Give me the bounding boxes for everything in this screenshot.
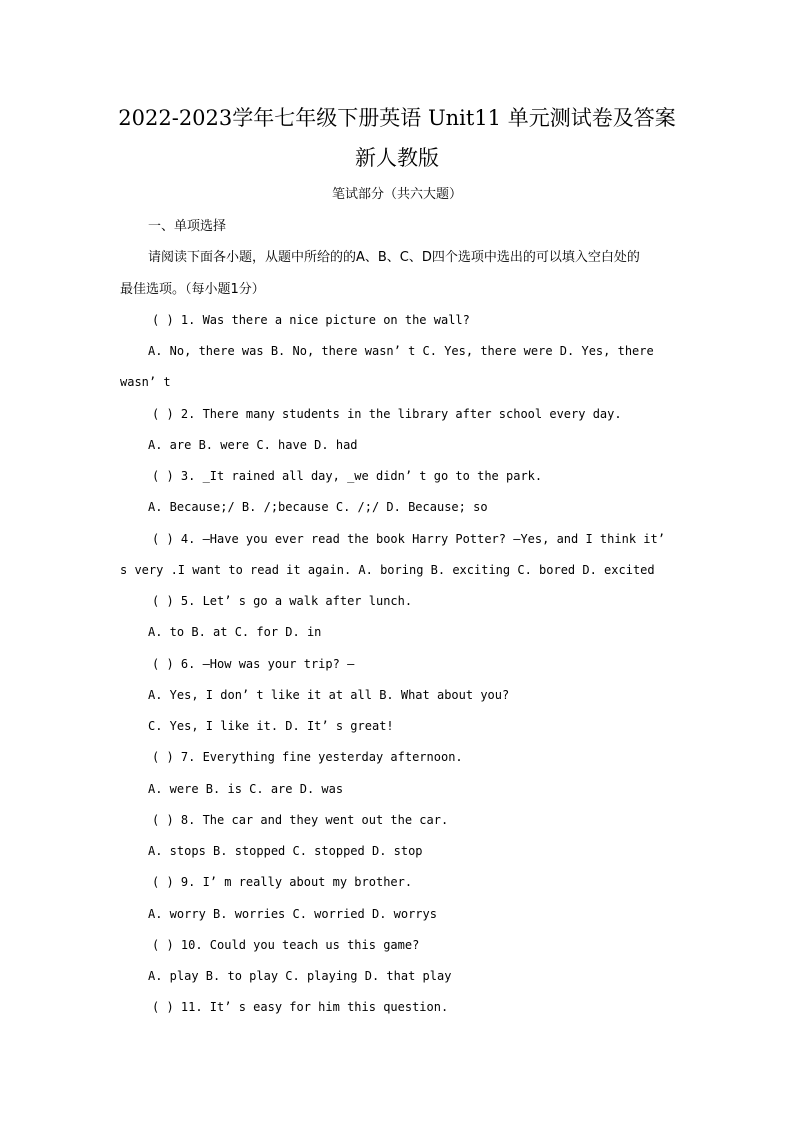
question: ( ) 10. Could you teach us this game? xyxy=(152,937,420,952)
options: A. stops B. stopped C. stopped D. stop xyxy=(148,844,423,858)
question-continued: s very .I want to read it again. A. boring B. exciting C. bored D. excited xyxy=(120,562,655,577)
options: A. to B. at C. for D. in xyxy=(148,625,322,640)
options: C. Yes, I like it. D. It’ s great! xyxy=(148,719,394,733)
question: ( ) 11. It’ s easy for him this question. xyxy=(152,1000,449,1015)
instructions-line: 最佳选项。（每小题1分） xyxy=(120,281,265,297)
document-body xyxy=(120,211,680,1024)
question: ( ) 4. —Have you ever read the book Harry Potter? —Yes, and I think it’ xyxy=(152,531,665,546)
options: A. Yes, I don’ t like it at all B. What about you? xyxy=(148,687,510,702)
options: A. are B. were C. have D. had xyxy=(148,437,358,452)
question: ( ) 5. Let’ s go a walk after lunch. xyxy=(152,594,413,608)
options-continued: wasn’ t xyxy=(120,375,171,390)
question: ( ) 8. The car and they went out the car. xyxy=(152,812,449,827)
options: A. No, there was B. No, there wasn’ t C. Yes, there were D. Yes, there xyxy=(148,344,654,358)
question: ( ) 6. —How was your trip? — xyxy=(152,656,355,671)
options: A. Because;/ B. /;because C. /;/ D. Because; so xyxy=(148,500,488,515)
options: A. play B. to play C. playing D. that play xyxy=(148,969,452,983)
options: A. worry B. worries C. worried D. worrys xyxy=(148,906,437,921)
question: ( ) 9. I’ m really about my brother. xyxy=(152,875,413,890)
section-header: 笔试部分（共六大题） xyxy=(331,187,462,202)
document-title: 2022-2023学年七年级下册英语 Unit11 单元测试卷及答案 xyxy=(118,106,676,130)
options: A. were B. is C. are D. was xyxy=(148,781,344,796)
instructions-line: 请阅读下面各小题，从题中所给的的A、B、C、D四个选项中选出的可以填入空白处的 xyxy=(148,250,640,266)
question: ( ) 7. Everything fine yesterday afternoon. xyxy=(152,750,463,765)
part-title: 一、单项选择 xyxy=(148,219,227,234)
question: ( ) 2. There many students in the library after school every day. xyxy=(152,406,622,421)
question: ( ) 3. _It rained all day, _we didn’ t go to the park. xyxy=(152,469,543,483)
question: ( ) 1. Was there a nice picture on the wall? xyxy=(152,312,470,327)
document-subtitle: 新人教版 xyxy=(355,146,439,170)
